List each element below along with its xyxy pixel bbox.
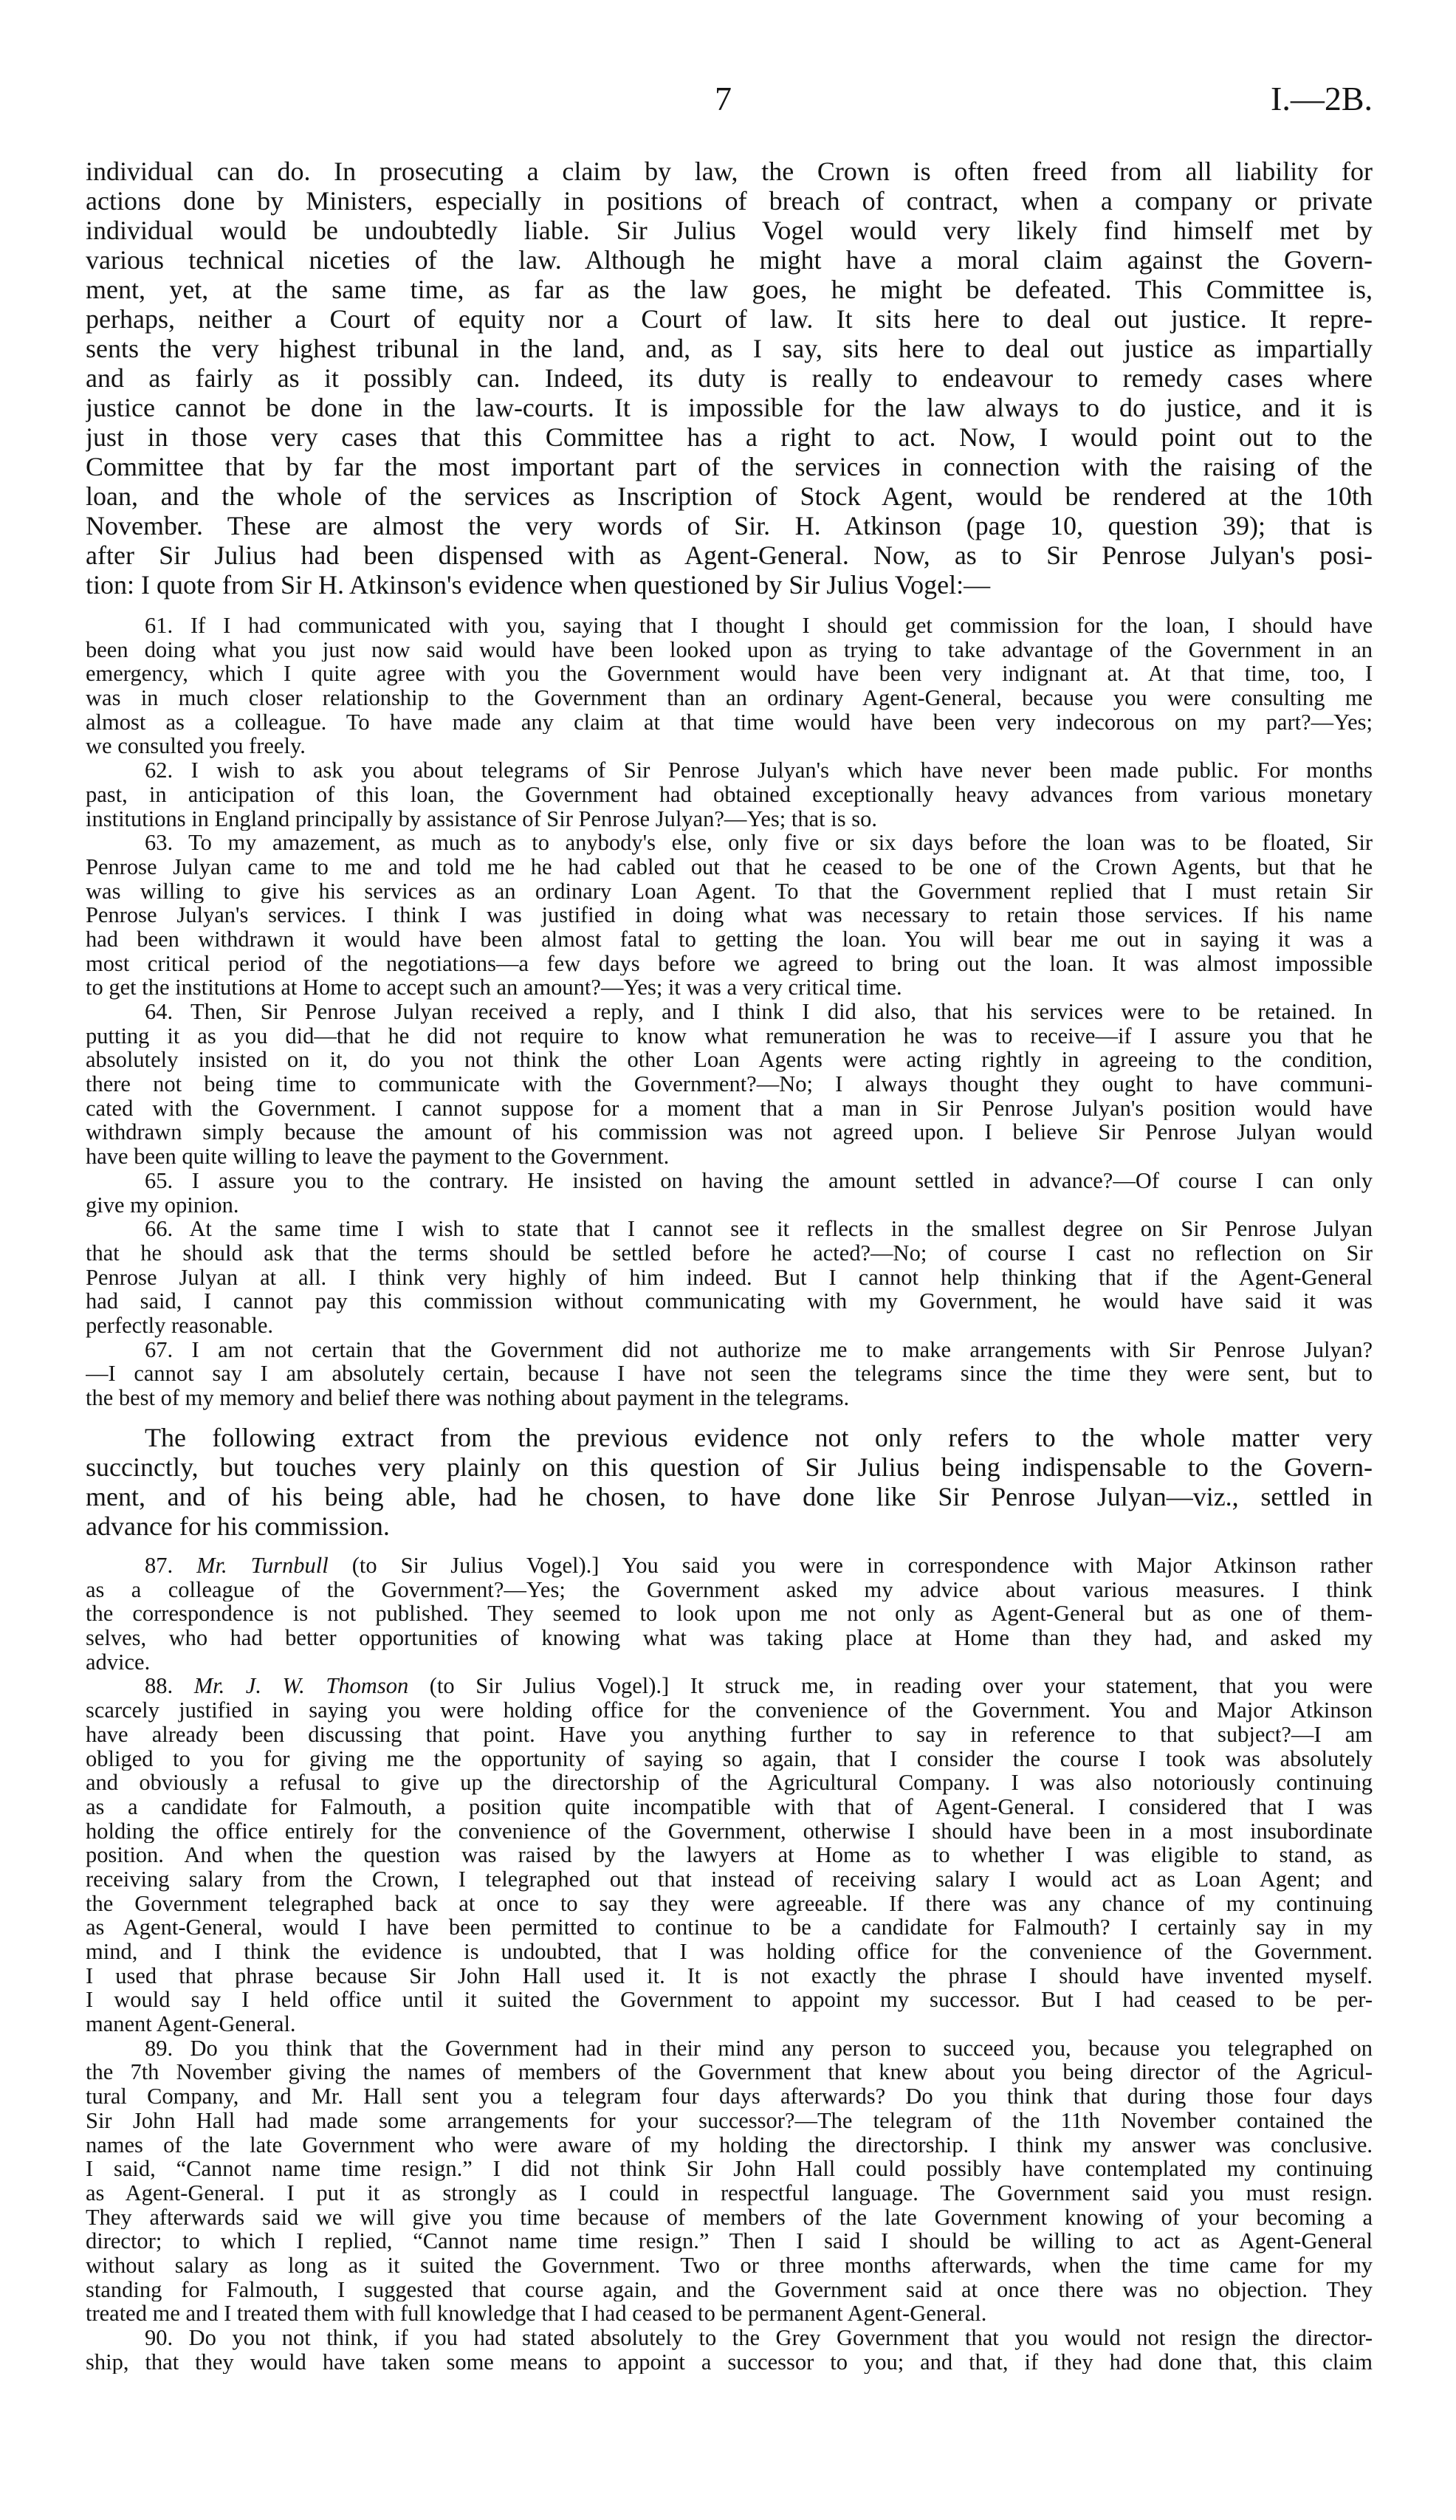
text-line	[86, 1674, 1373, 1698]
text-line: individual would be undoubtedly liable. Sir Julius Vogel would very likely find himself met by	[86, 216, 1373, 245]
text-line: give my opinion.	[86, 1192, 239, 1218]
text-line: the Government telegraphed back at once to say they were agreeable. If there was any chance of my continuing	[86, 1891, 1373, 1916]
text-line: ment, and of his being able, had he chosen, to have done like Sir Penrose Julyan—viz., settled in	[86, 1482, 1373, 1511]
text-line: They afterwards said we will give you time because of members of the late Government knowing of your becoming a	[86, 2205, 1373, 2230]
text-line	[86, 1553, 1373, 1578]
evidence-extract-section	[86, 614, 1373, 1410]
text-line: advance for his commission.	[86, 1511, 390, 1541]
text-line: holding the office entirely for the convenience of the Government, otherwise I should have been in a most insubordinate	[86, 1819, 1373, 1844]
question-text: (to Sir Julius Vogel).] You said you were in correspondence with Major Atkinson rather	[328, 1553, 1373, 1578]
text-line: was in much closer relationship to the Government than an ordinary Agent-General, because you were consulting me	[86, 686, 1373, 710]
text-line: and obviously a refusal to give up the directorship of the Agricultural Company. I was also notoriously continuing	[86, 1771, 1373, 1795]
evidence-question	[86, 1674, 1373, 2036]
text-line: tural Company, and Mr. Hall sent you a telegram four days afterwards? Do you think that during those four days	[86, 2084, 1373, 2109]
text-line: director; to which I replied, “Cannot name time resign.” Then I said I should be willing to act as Agent-General	[86, 2229, 1373, 2253]
text-line: without salary as long as it suited the Government. Two or three months afterwards, when the time came for my	[86, 2253, 1373, 2278]
text-line: just in those very cases that this Committee has a right to act. Now, I would point out to the	[86, 422, 1373, 452]
text-line: selves, who had better opportunities of knowing what was taking place at Home than they had, and asked my	[86, 1626, 1373, 1650]
text-line: Penrose Julyan at all. I think very highly of him indeed. But I cannot help thinking that if the Agent-General	[86, 1265, 1373, 1290]
text-line: the best of my memory and belief there was nothing about payment in the telegrams.	[86, 1386, 850, 1410]
text-line: ment, yet, at the same time, as far as the law goes, he might be defeated. This Committee is,	[86, 275, 1373, 304]
text-line: individual can do. In prosecuting a claim by law, the Crown is often freed from all liability for	[86, 157, 1373, 186]
text-line: the correspondence is not published. They seemed to look upon me not only as Agent-General but as one of them-	[86, 1601, 1373, 1627]
text-line: Penrose Julyan came to me and told me he had cabled out that he ceased to be one of the Crown Agents, but that he	[86, 854, 1373, 879]
text-line: standing for Falmouth, I suggested that course again, and the Government said at once there was no objection. They	[86, 2277, 1373, 2302]
speaker-name: Mr. Turnbull	[196, 1553, 329, 1578]
text-line: actions done by Ministers, especially in positions of breach of contract, when a company or private	[86, 186, 1373, 216]
text-line: position. And when the question was raised by the lawyers at Home as to whether I was eligible to stand, as	[86, 1843, 1373, 1867]
text-line: —I cannot say I am absolutely certain, because I have not seen the telegrams since the time they were sent, but to	[86, 1362, 1373, 1386]
text-line: 65. I assure you to the contrary. He insisted on having the amount settled in advance?—Of course I can only	[145, 1168, 1373, 1193]
text-line: receiving salary from the Crown, I telegraphed out that instead of receiving salary I would act as Loan Agent; and	[86, 1867, 1373, 1892]
text-line: emergency, which I quite agree with you the Government would have been very indignant at. At that time, too, I	[86, 662, 1373, 687]
evidence-extract-section	[86, 1553, 1373, 2374]
body-text-section	[86, 157, 1373, 600]
text-line: 63. To my amazement, as much as to anybody's else, only five or six days before the loan was to be floated, Sir	[145, 831, 1373, 855]
text-line: have been quite willing to leave the payment to the Government.	[86, 1144, 670, 1169]
evidence-question	[86, 1553, 1373, 1674]
text-line: the 7th November giving the names of members of the Government that knew about you being director of the Agricul-	[86, 2060, 1373, 2085]
question-number: 88.	[145, 1674, 194, 1699]
text-line: there not being time to communicate with the Government?—No; I always thought they ought to have communi-	[86, 1072, 1373, 1096]
text-line: past, in anticipation of this loan, the Government had obtained exceptionally heavy advances from various monetary	[86, 782, 1373, 807]
evidence-question	[86, 2036, 1373, 2326]
text-line: mind, and I think the evidence is undoubted, that I was holding office for the convenience of the Government.	[86, 1940, 1373, 1964]
text-line: manent Agent-General.	[86, 2012, 296, 2036]
text-line: I said, “Cannot name time resign.” I did not think Sir John Hall could possibly have contemplated my continuing	[86, 2157, 1373, 2181]
text-line: institutions in England principally by assistance of Sir Penrose Julyan?—Yes; that is so.	[86, 806, 877, 831]
evidence-question	[86, 1169, 1373, 1217]
text-line: 89. Do you think that the Government had in their mind any person to succeed you, because you telegraphed on	[145, 2036, 1373, 2061]
page-number: 7	[715, 80, 732, 117]
text-line: loan, and the whole of the services as Inscription of Stock Agent, would be rendered at the 10th	[86, 481, 1373, 511]
text-line: obliged to you for giving me the opportunity of saying so again, that I consider the course I took was absolutely	[86, 1746, 1373, 1771]
text-line: names of the late Government who were aware of my holding the directorship. I think my answer was conclusive.	[86, 2132, 1373, 2157]
text-line: ship, that they would have taken some means to appoint a successor to you; and that, if they had done that, this claim	[86, 2349, 1373, 2375]
text-line: 67. I am not certain that the Government did not authorize me to make arrangements with Sir Penrose Julyan?	[145, 1337, 1373, 1362]
text-line: had said, I cannot pay this commission without communicating with my Government, he would have said it was	[86, 1289, 1373, 1314]
text-line: 64. Then, Sir Penrose Julyan received a reply, and I think I did also, that his services were to be retained. In	[145, 1000, 1373, 1024]
text-line: to get the institutions at Home to accept such an amount?—Yes; it was a very critical time.	[86, 975, 902, 1000]
text-line: as Agent-General, would I have been permitted to continue to be a candidate for Falmouth? I certainly say in my	[86, 1915, 1373, 1940]
text-line: 61. If I had communicated with you, saying that I thought I should get commission for the loan, I should have	[145, 614, 1373, 638]
text-line: after Sir Julius had been dispensed with as Agent-General. Now, as to Sir Penrose Julyan's posi-	[86, 540, 1373, 570]
evidence-question	[86, 1000, 1373, 1169]
speaker-name: Mr. J. W. Thomson	[193, 1674, 409, 1699]
text-line: I used that phrase because Sir John Hall used it. It is not exactly the phrase I should have invented myself.	[86, 1963, 1373, 1988]
text-line: advice.	[86, 1649, 151, 1675]
paragraph	[86, 157, 1373, 600]
text-line: Committee that by far the most important part of the services in connection with the raising of the	[86, 452, 1373, 481]
text-line: and as fairly as it possibly can. Indeed, its duty is really to endeavour to remedy cases where	[86, 363, 1373, 393]
text-line: Sir John Hall had made some arrangements for your successor?—The telegram of the 11th November contained the	[86, 2108, 1373, 2133]
evidence-question	[86, 831, 1373, 1000]
text-line: we consulted you freely.	[86, 734, 306, 759]
text-line: most critical period of the negotiations—a few days before we agreed to bring out the loan. It was almost impossible	[86, 951, 1373, 976]
evidence-question	[86, 2326, 1373, 2374]
evidence-question	[86, 758, 1373, 831]
text-line: had been withdrawn it would have been almost fatal to getting the loan. You will bear me out in saying it was a	[86, 927, 1373, 952]
text-line: withdrawn simply because the amount of his commission was not agreed upon. I believe Sir Penrose Julyan would	[86, 1120, 1373, 1145]
text-line: as Agent-General. I put it as strongly as I could in respectful language. The Government said you must resign.	[86, 2180, 1373, 2205]
body-text-section	[86, 1423, 1373, 1541]
paragraph	[86, 1423, 1373, 1541]
text-line: 66. At the same time I wish to state that I cannot see it reflects in the smallest degree on Sir Penrose Julyan	[145, 1217, 1373, 1241]
document-reference: I.—2B.	[1271, 80, 1373, 117]
text-line: succinctly, but touches very plainly on this question of Sir Julius being indispensable to the Govern-	[86, 1452, 1373, 1482]
text-line: sents the very highest tribunal in the land, and, as I say, sits here to deal out justice as impartially	[86, 334, 1373, 363]
question-number: 87.	[145, 1553, 197, 1578]
text-line: I would say I held office until it suited the Government to appoint my successor. But I had ceased to be per-	[86, 1988, 1373, 2013]
text-line: November. These are almost the very words of Sir. H. Atkinson (page 10, question 39); that is	[86, 511, 1373, 540]
text-line: scarcely justified in saying you were holding office for the convenience of the Government. You and Major Atkinson	[86, 1698, 1373, 1723]
text-line: various technical niceties of the law. Although he might have a moral claim against the Govern-	[86, 245, 1373, 275]
text-line: justice cannot be done in the law-courts. It is impossible for the law always to do justice, and it is	[86, 393, 1373, 422]
text-line: absolutely insisted on it, do you not think the other Loan Agents were acting rightly in agreeing to the condition,	[86, 1048, 1373, 1073]
text-line: treated me and I treated them with full knowledge that I had ceased to be permanent Agent-General.	[86, 2301, 987, 2326]
text-line: The following extract from the previous evidence not only refers to the whole matter very	[145, 1423, 1373, 1452]
text-line: been doing what you just now said would have been looked upon as trying to take advantage of the Government in an	[86, 637, 1373, 662]
text-line: as a colleague of the Government?—Yes; the Government asked my advice about various measures. I think	[86, 1577, 1373, 1602]
text-line: 90. Do you not think, if you had stated absolutely to the Grey Government that you would not resign the director-	[145, 2326, 1373, 2350]
question-text: (to Sir Julius Vogel).] It struck me, in reading over your statement, that you were	[408, 1674, 1373, 1699]
text-line: cated with the Government. I cannot suppose for a moment that a man in Sir Penrose Julyan's position would have	[86, 1096, 1373, 1121]
text-line: 62. I wish to ask you about telegrams of Sir Penrose Julyan's which have never been made public. For months	[145, 758, 1373, 783]
text-line: as a candidate for Falmouth, a position quite incompatible with that of Agent-General. I considered that I was	[86, 1794, 1373, 1819]
evidence-question	[86, 1217, 1373, 1337]
evidence-question	[86, 614, 1373, 758]
text-line: perhaps, neither a Court of equity nor a Court of law. It sits here to deal out justice. It repre-	[86, 304, 1373, 334]
text-line: Penrose Julyan's services. I think I was justified in doing what was necessary to retain those services. If his name	[86, 903, 1373, 927]
text-line: have already been discussing that point. Have you anything further to say in reference to that subject?—I am	[86, 1722, 1373, 1747]
text-line: putting it as you did—that he did not require to know what remuneration he was to receive—if I assure you that he	[86, 1023, 1373, 1048]
text-line: almost as a colleague. To have made any claim at that time would have been very indecorous on my part?—Yes;	[86, 710, 1373, 735]
text-line: perfectly reasonable.	[86, 1313, 274, 1338]
text-line: was willing to give his services as an ordinary Loan Agent. To that the Government replied that I must retain Sir	[86, 879, 1373, 904]
evidence-question	[86, 1338, 1373, 1410]
text-line: that he should ask that the terms should be settled before he acted?—No; of course I cast no reflection on Sir	[86, 1240, 1373, 1266]
text-line: tion: I quote from Sir H. Atkinson's evidence when questioned by Sir Julius Vogel:—	[86, 570, 991, 600]
